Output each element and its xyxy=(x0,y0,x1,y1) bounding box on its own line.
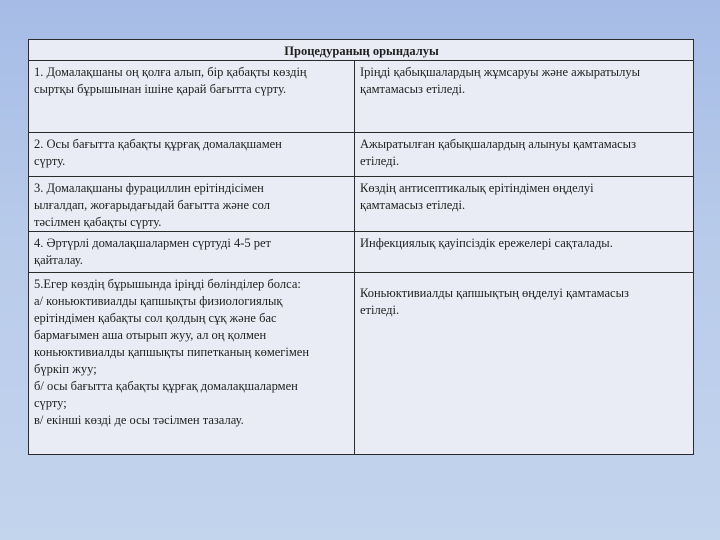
table-header: Процедураның орындалуы xyxy=(29,40,694,61)
procedure-step-cell xyxy=(29,177,355,232)
cell-text-line: 4. Әртүрлі домалақшалармен сүртуді 4-5 рет xyxy=(34,236,272,250)
cell-text-line: а/ коньюктивиалды қапшықты физиологиялық xyxy=(34,294,283,308)
cell-text-line: сүрту; xyxy=(34,396,67,410)
cell-text-line: коньюктивиалды қапшықты пипетканың көмегімен xyxy=(34,345,310,359)
cell-text-line: қамтамасыз етіледі. xyxy=(360,82,466,96)
table-row xyxy=(29,61,694,133)
rationale-cell xyxy=(355,177,694,232)
cell-text-line: тәсілмен қабақты сүрту. xyxy=(34,215,162,229)
procedure-step-cell xyxy=(29,133,355,177)
rationale-cell xyxy=(355,232,694,273)
cell-text-line: ылғалдап, жоғарыдағыдай бағытта және сол xyxy=(34,198,270,212)
cell-text-line: сыртқы бұрышынан ішіне қарай бағытта сүрту. xyxy=(34,82,287,96)
cell-text-line: 3. Домалақшаны фурациллин ерітіндісімен xyxy=(34,181,264,195)
cell-text-line: Көздің антисептикалық ерітіндімен өңделуі xyxy=(360,181,594,195)
procedure-step-cell xyxy=(29,61,355,133)
cell-text-line: Коньюктивиалды қапшықтың өңделуі қамтамасыз xyxy=(360,286,629,300)
cell-text-line: сүрту. xyxy=(34,154,66,168)
cell-text-line: ерітіндімен қабақты сол қолдың сұқ және бас xyxy=(34,311,277,325)
cell-text-line: Ажыратылған қабықшалардың алынуы қамтамасыз xyxy=(360,137,637,151)
cell-text-line: б/ осы бағытта қабақты құрғақ домалақшалармен xyxy=(34,379,298,393)
procedure-table-container xyxy=(28,39,693,455)
cell-text-line: қамтамасыз етіледі. xyxy=(360,198,466,212)
cell-text-line: в/ екінші көзді де осы тәсілмен тазалау. xyxy=(34,413,244,427)
cell-text-line: бүркіп жуу; xyxy=(34,362,97,376)
cell-text-line: бармағымен аша отырып жуу, ал оң қолмен xyxy=(34,328,267,342)
cell-text-line: Инфекциялық қауіпсіздік ережелері сақталады. xyxy=(360,236,613,250)
cell-text-line: етіледі. xyxy=(360,154,400,168)
table-row xyxy=(29,232,694,273)
cell-spacer xyxy=(360,276,689,285)
table-header-row xyxy=(29,40,694,61)
rationale-cell xyxy=(355,61,694,133)
table-row xyxy=(29,273,694,455)
table-row xyxy=(29,177,694,232)
cell-text-line: 1. Домалақшаны оң қолға алып, бір қабақты көздің xyxy=(34,65,307,79)
procedure-step-cell xyxy=(29,273,355,455)
rationale-cell xyxy=(355,133,694,177)
cell-text-line: 5.Егер көздің бұрышында іріңді бөлінділер болса: xyxy=(34,277,301,291)
rationale-cell xyxy=(355,273,694,455)
cell-text-line: қайталау. xyxy=(34,253,83,267)
procedure-step-cell xyxy=(29,232,355,273)
procedure-table xyxy=(28,39,694,455)
table-row xyxy=(29,133,694,177)
cell-text-line: Іріңді қабықшалардың жұмсаруы және ажыратылуы xyxy=(360,65,640,79)
cell-text-line: 2. Осы бағытта қабақты құрғақ домалақшамен xyxy=(34,137,282,151)
cell-text-line: етіледі. xyxy=(360,303,400,317)
